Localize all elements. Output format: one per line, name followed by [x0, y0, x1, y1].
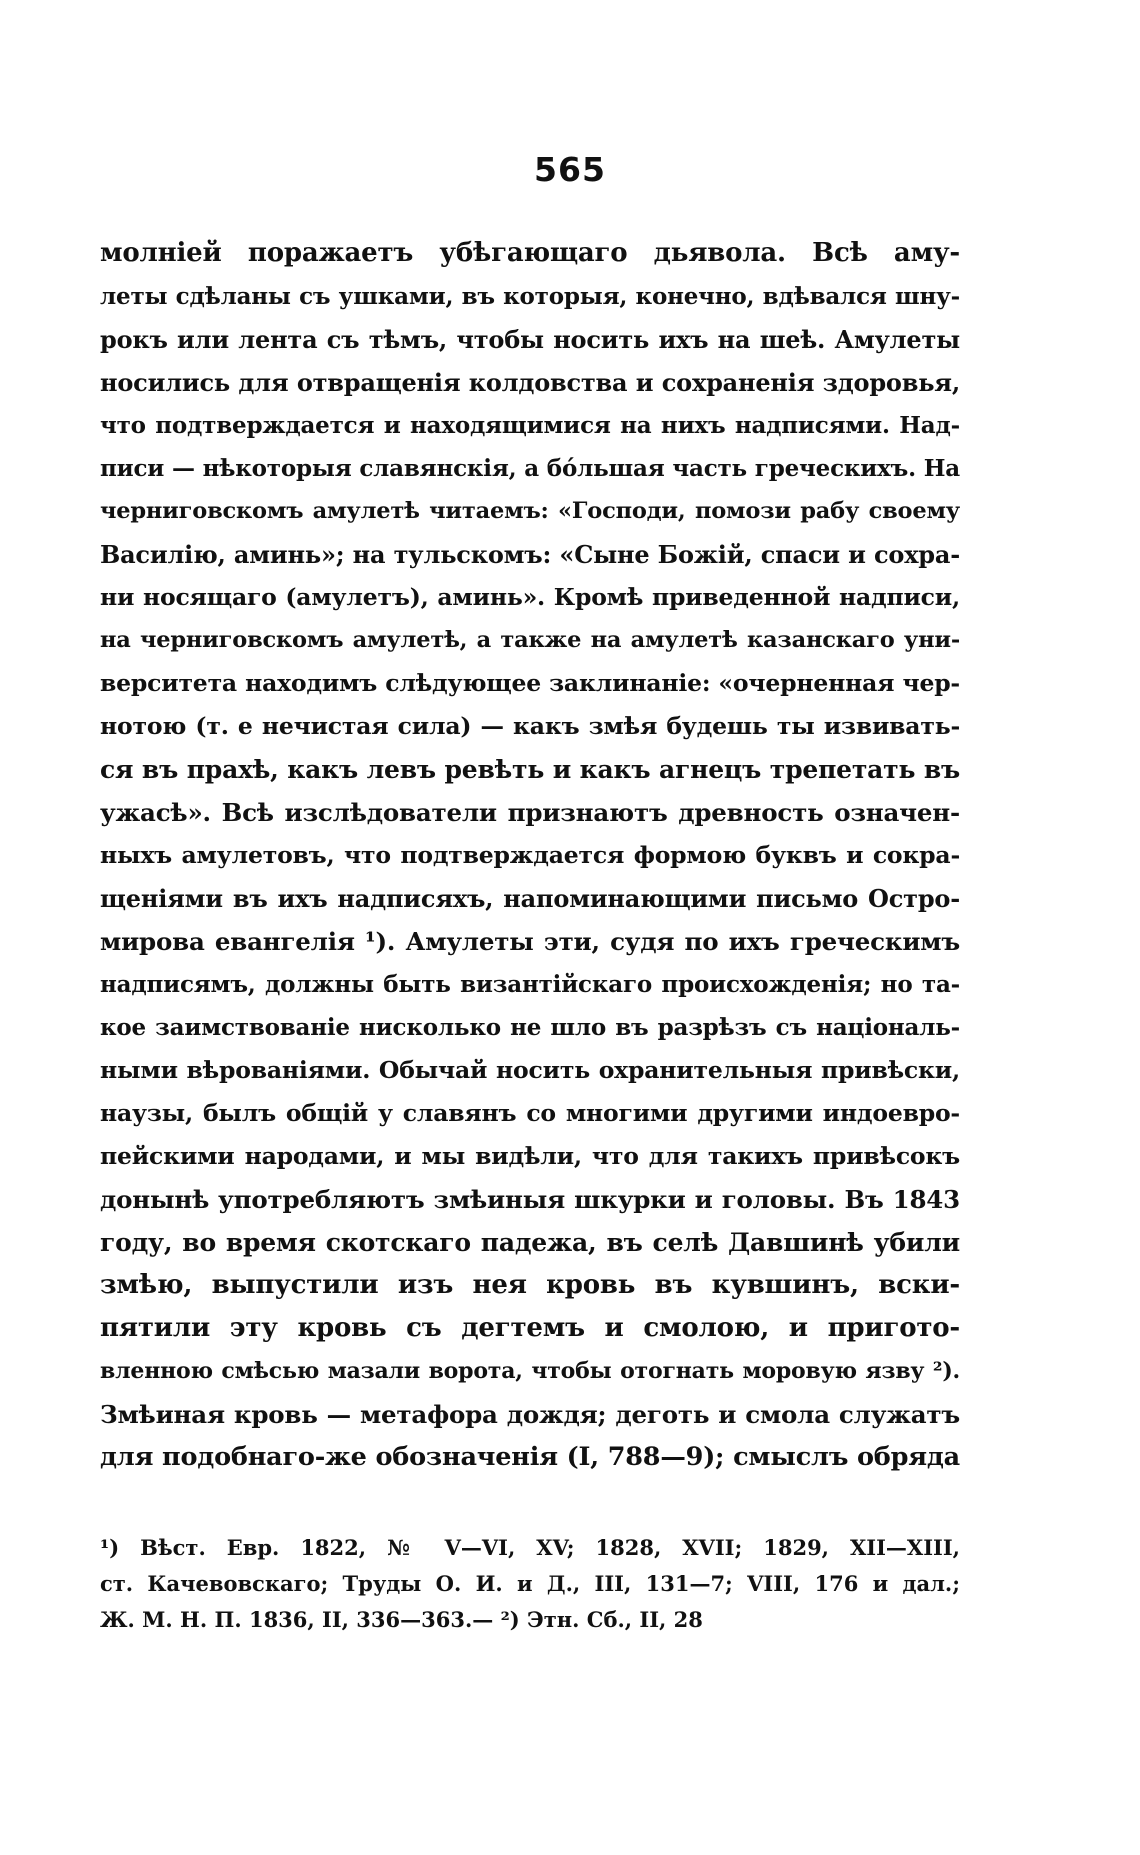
text-line: надписямъ, должны быть византійскаго происхожденія; но та-: [100, 971, 960, 998]
text-line: носились для отвращенія колдовства и сохраненія здоровья,: [100, 368, 960, 397]
text-line: верситета находимъ слѣдующее заклинаніе: «очерненная чер-: [100, 669, 960, 697]
text-line: Змѣиная кровь — метафора дождя; деготь и смола служатъ: [100, 1400, 960, 1429]
text-line: молніей поражаетъ убѣгающаго дьявола. Всѣ аму-: [100, 238, 960, 268]
text-line: мирова евангелія ¹). Амулеты эти, судя по ихъ греческимъ: [100, 927, 960, 956]
text-line: пятили эту кровь съ дегтемъ и смолою, и пригото-: [100, 1313, 960, 1343]
text-line: рокъ или лента съ тѣмъ, чтобы носить ихъ на шеѣ. Амулеты: [100, 325, 960, 354]
footnote-line: ¹) Вѣст. Евр. 1822, № V—VI, XV; 1828, XVII; 1829, XII—XIII,: [100, 1535, 960, 1560]
text-line: для подобнаго-же обозначенія (I, 788—9); смыслъ обряда: [100, 1442, 960, 1472]
page-number: 565: [534, 150, 606, 189]
text-line: году, во время скотскаго падежа, въ селѣ Давшинѣ убили: [100, 1228, 960, 1257]
text-line: на черниговскомъ амулетѣ, а также на амулетѣ казанскаго уни-: [100, 627, 960, 653]
text-line: ни носящаго (амулетъ), аминь». Кромѣ приведенной надписи,: [100, 583, 960, 611]
footnote-line: ст. Качевовскаго; Труды О. И. и Д., III, 131—7; VIII, 176 и дал.;: [100, 1571, 960, 1596]
text-line: Василію, аминь»; на тульскомъ: «Сыне Божій, спаси и сохра-: [100, 540, 960, 569]
text-line: нотою (т. е нечистая сила) — какъ змѣя будешь ты извивать-: [100, 712, 960, 740]
text-line: леты сдѣланы съ ушками, въ которыя, конечно, вдѣвался шну-: [100, 283, 960, 310]
text-line: ныхъ амулетовъ, что подтверждается формою буквъ и сокра-: [100, 841, 960, 869]
body-text: [100, 232, 960, 1479]
text-line: наузы, былъ общій у славянъ со многими другими индоевро-: [100, 1099, 960, 1127]
footnote-line: Ж. М. Н. П. 1836, II, 336—363.— ²) Этн. Сб., II, 28: [100, 1607, 703, 1632]
text-line: черниговскомъ амулетѣ читаемъ: «Господи, помози рабу своему: [100, 498, 960, 524]
text-line: кое заимствованіе нисколько не шло въ разрѣзъ съ національ-: [100, 1014, 960, 1041]
text-line: ся въ прахѣ, какъ левъ ревѣть и какъ агнецъ трепетать въ: [100, 755, 960, 784]
text-line: что подтверждается и находящимися на нихъ надписями. Над-: [100, 412, 960, 439]
text-line: щеніями въ ихъ надписяхъ, напоминающими письмо Остро-: [100, 884, 960, 913]
text-line: донынѣ употребляютъ змѣиныя шкурки и головы. Въ 1843: [100, 1185, 960, 1214]
text-line: писи — нѣкоторыя славянскія, а бо́льшая часть греческихъ. На: [100, 455, 960, 482]
text-line: пейскими народами, и мы видѣли, что для такихъ привѣсокъ: [100, 1142, 960, 1170]
text-line: вленною смѣсью мазали ворота, чтобы отогнать моровую язву ²).: [100, 1358, 960, 1384]
footnotes: [100, 1530, 960, 1638]
text-line: ными вѣрованіями. Обычай носить охранительныя привѣски,: [100, 1056, 960, 1084]
text-line: змѣю, выпустили изъ нея кровь въ кувшинъ, вски-: [100, 1270, 960, 1300]
text-line: ужасѣ». Всѣ изслѣдователи признаютъ древность означен-: [100, 798, 960, 827]
